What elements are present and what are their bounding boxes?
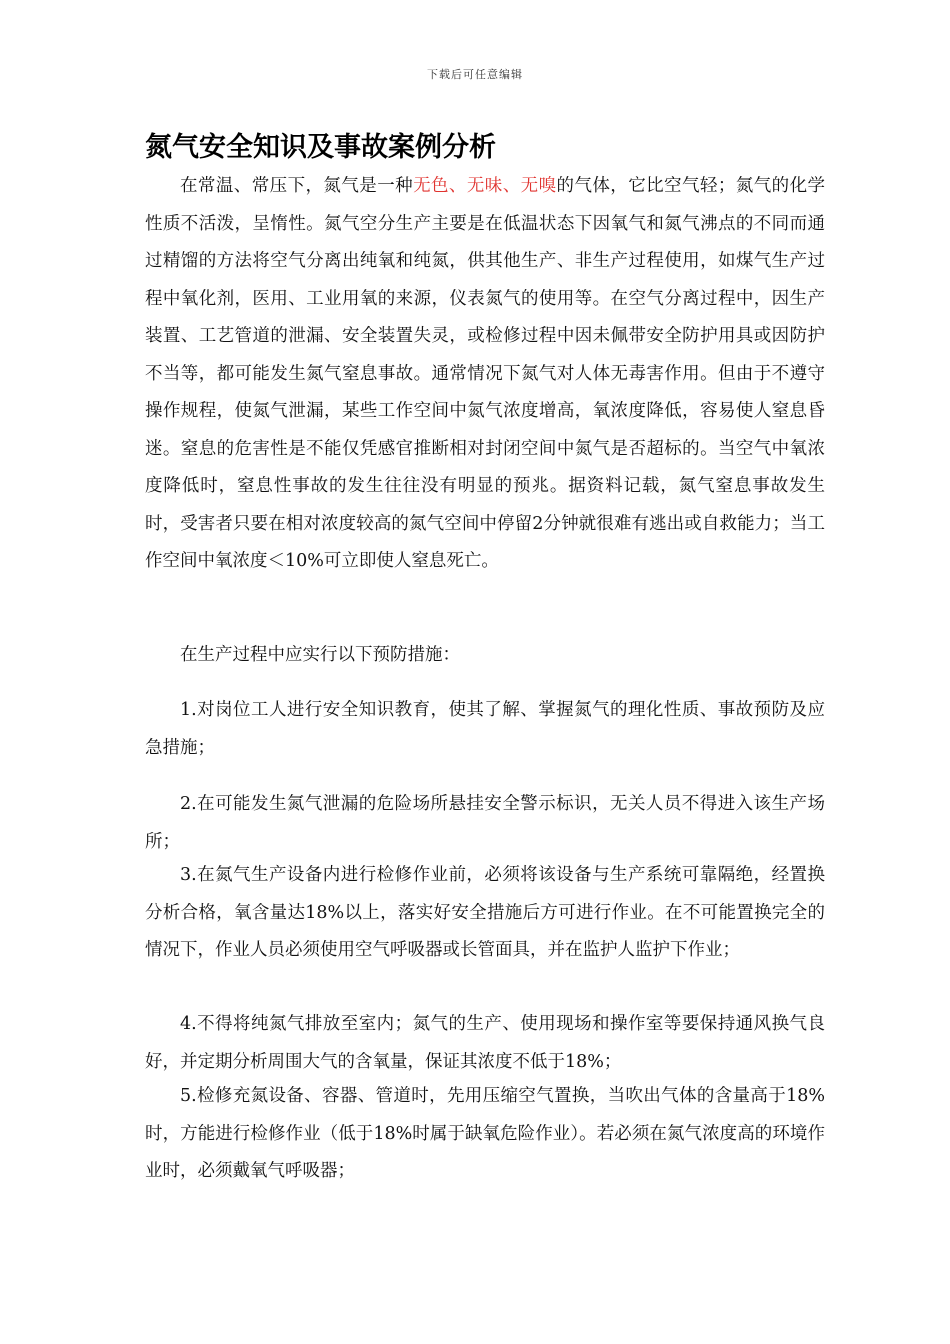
header-note: 下载后可任意编辑 (427, 68, 523, 81)
measure-item-2: 2.在可能发生氮气泄漏的危险场所悬挂安全警示标识，无关人员不得进入该生产场所； (145, 794, 825, 852)
measures-heading: 在生产过程中应实行以下预防措施： (180, 645, 460, 665)
intro-text-part1: 在常温、常压下，氮气是一种 (180, 176, 414, 196)
measure-item-3: 3.在氮气生产设备内进行检修作业前，必须将该设备与生产系统可靠隔绝，经置换分析合格，氧含量达18%以上，落实好安全措施后方可进行作业。在不可能置换完全的情况下，作业人员必须使用空气呼吸器或长管面具，并在监护人监护下作业； (145, 865, 825, 960)
measure-item-1: 1.对岗位工人进行安全知识教育，使其了解、掌握氮气的理化性质、事故预防及应急措施； (145, 700, 825, 758)
measure-item-5: 5.检修充氮设备、容器、管道时，先用压缩空气置换，当吹出气体的含量高于18%时，方能进行检修作业（低于18%时属于缺氧危险作业）。若必须在氮气浓度高的环境作业时，必须戴氧气呼吸器； (145, 1086, 825, 1181)
page-title: 氮气安全知识及事故案例分析 (145, 132, 496, 163)
measure-item-4: 4.不得将纯氮气排放至室内；氮气的生产、使用现场和操作室等要保持通风换气良好，并定期分析周围大气的含氧量，保证其浓度不低于18%； (145, 1014, 825, 1072)
intro-highlight: 无色、无味、无嗅 (413, 176, 557, 196)
intro-paragraph (145, 168, 825, 581)
intro-text-part2: 的气体，它比空气轻；氮气的化学性质不活泼，呈惰性。氮气空分生产主要是在低温状态下因氧气和氮气沸点的不同而通过精馏的方法将空气分离出纯氧和纯氮，供其他生产、非生产过程使用，如煤气生产过程中氧化剂，医用、工业用氧的来源，仪表氮气的使用等。在空气分离过程中，因生产装置、工艺管道的泄漏、安全装置失灵，或检修过程中因未佩带安全防护用具或因防护不当等，都可能发生氮气窒息事故。通常情况下氮气对人体无毒害作用。但由于不遵守操作规程，使氮气泄漏，某些工作空间中氮气浓度增高，氧浓度降低，容易使人窒息昏迷。窒息的危害性是不能仅凭感官推断相对封闭空间中氮气是否超标的。当空气中氧浓度降低时，窒息性事故的发生往往没有明显的预兆。据资料记载，氮气窒息事故发生时，受害者只要在相对浓度较高的氮气空间中停留2分钟就很难有逃出或自救能力；当工作空间中氧浓度＜10%可立即使人窒息死亡。 (145, 176, 826, 571)
